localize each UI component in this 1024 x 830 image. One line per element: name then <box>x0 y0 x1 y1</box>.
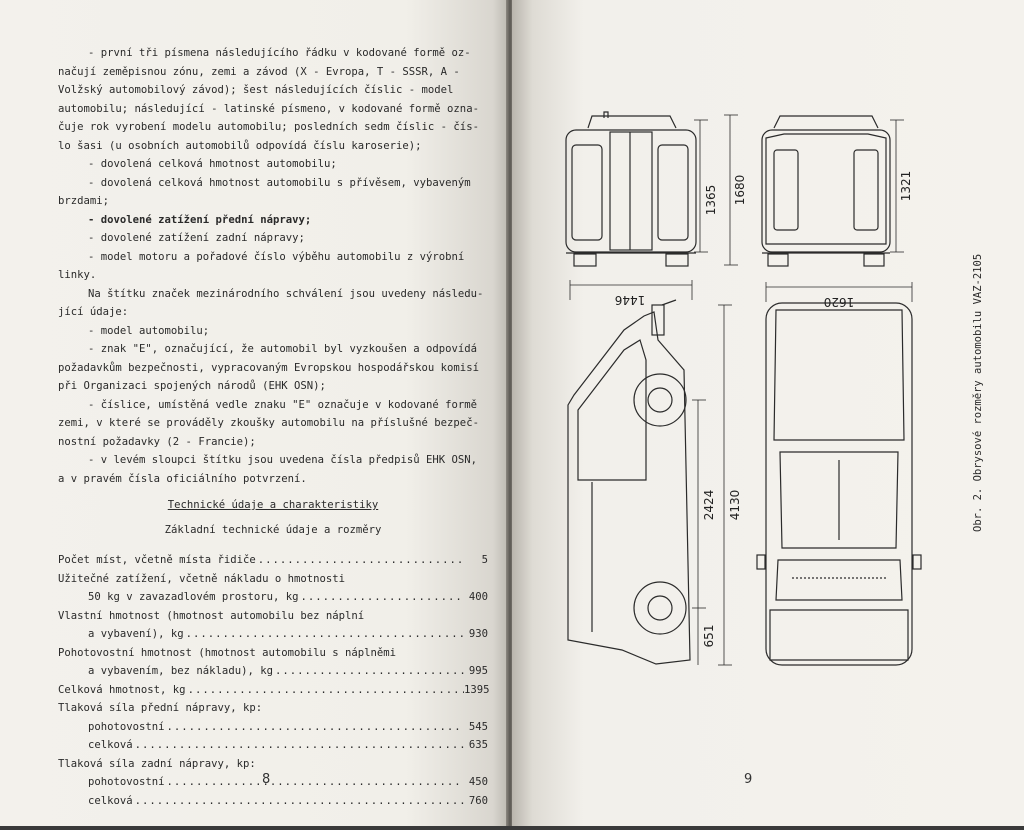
spec-leader-dots <box>184 625 464 644</box>
figure-caption: Obr. 2. Obrysové rozměry automobilu VAZ-2105 <box>972 253 984 532</box>
spec-leader-dots <box>133 736 464 755</box>
front-view-drawing <box>566 112 696 266</box>
spec-label: Tlaková síla zadní nápravy, kp: <box>58 757 256 770</box>
car-dimension-drawing <box>512 0 1024 826</box>
spec-row <box>58 755 488 774</box>
spec-label: Počet míst, včetně místa řidiče <box>58 554 256 566</box>
spec-label: pohotovostní <box>88 720 165 733</box>
spec-label: celková <box>88 794 133 807</box>
text-line: nostní požadavky (2 - Francie); <box>58 435 256 448</box>
right-page <box>512 0 1024 826</box>
text-line: - dovolená celková hmotnost automobilu; <box>88 158 337 170</box>
spec-row <box>58 588 488 607</box>
left-page <box>0 0 508 826</box>
spec-label: a vybavení), kg <box>88 628 184 640</box>
dim-front-height: 1365 <box>704 184 718 216</box>
spec-value: 400 <box>468 591 488 603</box>
spec-leader-dots <box>186 681 464 700</box>
spec-leader-dots <box>165 718 464 737</box>
text-line: - znak "E", označující, že automobil byl vyzkoušen a odpovídá <box>88 343 478 355</box>
section-heading: Technické údaje a charakteristiky <box>167 499 379 511</box>
dim-overhang: 651 <box>702 624 716 648</box>
spec-row <box>58 570 488 589</box>
text-line: brzdami; <box>58 195 110 207</box>
spec-row <box>58 773 488 792</box>
spec-leader-dots <box>165 773 464 792</box>
dim-overall-length: 4130 <box>728 489 742 521</box>
text-line: - číslice, umístěná vedle znaku "E" označuje v kodované formě <box>88 398 478 411</box>
rear-view-drawing <box>762 116 890 266</box>
dim-front-total-height: 1680 <box>733 174 747 206</box>
spec-row <box>58 607 488 626</box>
text-line: a v pravém čísla oficiálního potvrzení. <box>58 472 307 485</box>
spec-label: a vybavením, bez nákladu), kg <box>88 665 273 677</box>
spec-row <box>58 681 488 700</box>
spec-value: 450 <box>468 776 488 788</box>
top-view-drawing <box>757 303 921 665</box>
spec-label: Vlastní hmotnost (hmotnost automobilu bez náplní <box>58 609 365 622</box>
text-line: čuje rok vyrobení modelu automobilu; posledních sedm číslic - čís- <box>58 121 479 133</box>
text-line: - v levém sloupci štítku jsou uvedena čísla předpisů EHK OSN, <box>88 454 478 466</box>
spec-label: Celková hmotnost, kg <box>58 683 186 696</box>
spec-value: 1395 <box>464 683 490 696</box>
text-line: zemi, v které se prováděly zkoušky automobilu na příslušné bezpeč- <box>58 417 479 429</box>
text-line: - první tři písmena následujícího řádku v kodované formě oz- <box>88 47 471 59</box>
text-line: jící údaje: <box>58 306 129 318</box>
dim-top-width: 1620 <box>823 295 855 309</box>
text-line: - dovolené zatížení zadní nápravy; <box>88 232 305 244</box>
spec-row <box>58 551 488 570</box>
spec-label: celková <box>88 739 133 751</box>
spec-row <box>58 644 488 663</box>
page-number-right: 9 <box>744 772 753 787</box>
spec-label: pohotovostní <box>88 776 165 788</box>
spec-value: 5 <box>481 554 488 566</box>
spec-leader-dots <box>298 588 464 607</box>
text-line: - dovolená celková hmotnost automobilu s přívěsem, vybaveným <box>88 176 471 189</box>
spec-value: 995 <box>468 665 488 677</box>
text-line: Na štítku značek mezinárodního schválení jsou uvedeny následu- <box>88 287 484 300</box>
side-view-drawing <box>568 300 690 664</box>
spec-value: 760 <box>468 794 488 807</box>
spec-row <box>58 792 488 811</box>
spec-label: 50 kg v zavazadlovém prostoru, kg <box>88 591 299 603</box>
spec-leader-dots <box>273 662 464 681</box>
text-line: lo šasi (u osobních automobilů odpovídá číslu karoserie); <box>58 139 422 152</box>
text-line: automobilu; následující - latinské písmeno, v kodované formě ozna- <box>58 102 479 115</box>
text-line: Volžský automobilový závod); šest následujících číslic - model <box>58 84 454 96</box>
spec-label: Tlaková síla přední nápravy, kp: <box>58 702 263 714</box>
spec-row <box>58 662 488 681</box>
dim-rear-height: 1321 <box>899 170 913 202</box>
text-line: - model motoru a pořadové číslo výběhu automobilu z výrobní <box>88 250 465 263</box>
dim-side-track: 1446 <box>614 293 646 307</box>
spec-leader-dots <box>256 551 464 570</box>
spec-label: Užitečné zatížení, včetně nákladu o hmotnosti <box>58 572 346 585</box>
spec-row <box>58 625 488 644</box>
spec-leader-dots <box>133 792 464 811</box>
text-line: při Organizaci spojených národů (EHK OSN); <box>58 380 326 392</box>
page-number-left: 8 <box>262 772 271 787</box>
spec-value: 635 <box>468 739 488 751</box>
spec-value: 545 <box>468 720 488 733</box>
text-line: - dovolené zatížení přední nápravy; <box>88 213 312 226</box>
spec-row <box>58 736 488 755</box>
spec-row <box>58 699 488 718</box>
text-line: linky. <box>58 269 97 281</box>
text-line: požadavkům bezpečnosti, vypracovaným Evropskou hospodářskou komisí <box>58 361 479 374</box>
text-line: načují zeměpisnou zónu, zemi a závod (X - Evropa, T - SSSR, A - <box>58 65 460 78</box>
text-line: - model automobilu; <box>88 324 210 337</box>
left-page-text <box>58 44 488 810</box>
body-text <box>58 44 488 488</box>
spec-value: 930 <box>468 628 488 640</box>
spec-list <box>58 551 488 810</box>
dim-wheelbase: 2424 <box>702 489 716 521</box>
spec-label: Pohotovostní hmotnost (hmotnost automobilu s náplněmi <box>58 646 397 659</box>
spec-row <box>58 718 488 737</box>
subsection-heading: Základní technické údaje a rozměry <box>164 523 382 536</box>
